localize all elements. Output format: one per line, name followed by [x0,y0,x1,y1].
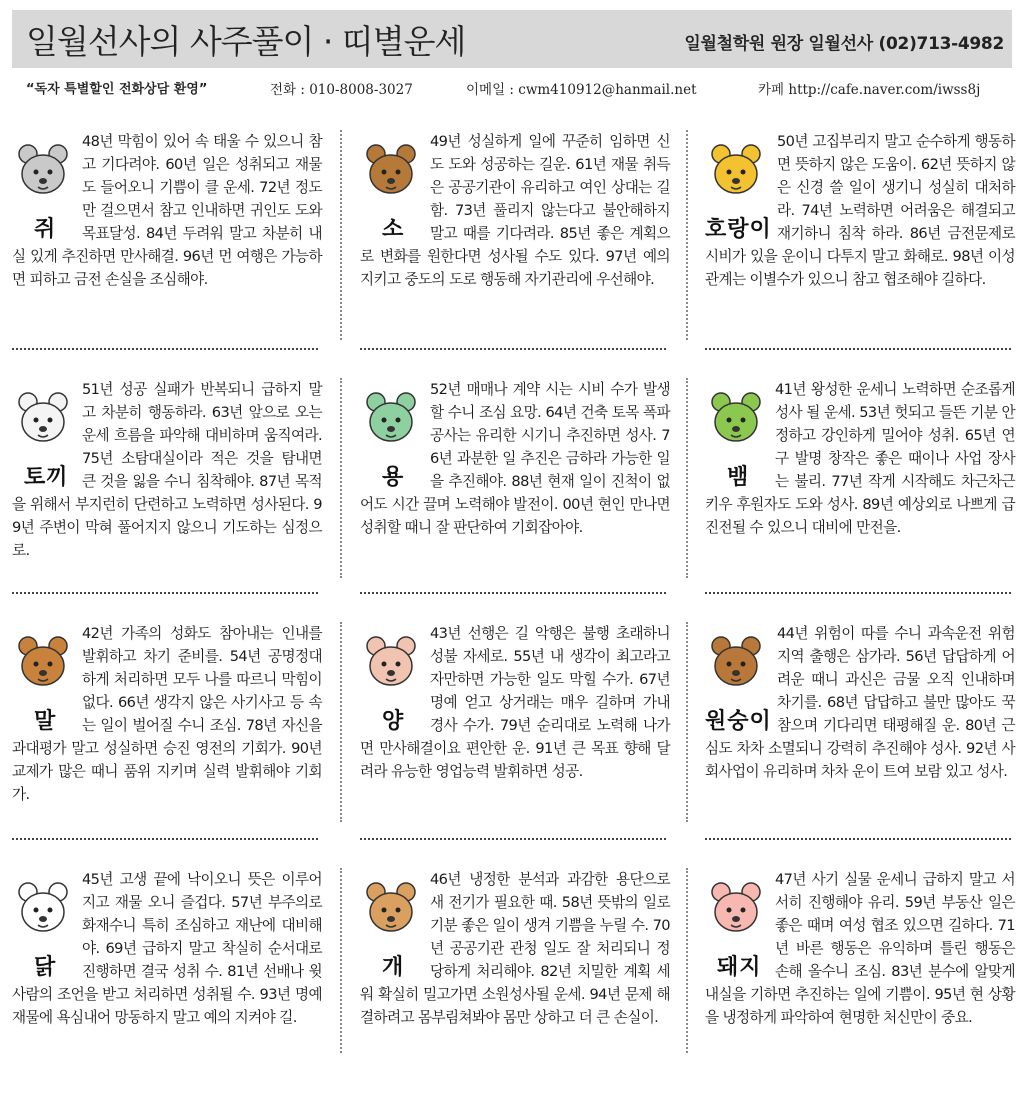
row-divider [12,838,318,840]
zodiac-animal-name: 호랑이 [705,217,772,242]
zodiac-animal-name: 소 [382,217,405,242]
fortune-text: 46년 냉정한 분석과 과감한 용단으로 새 전기가 필요한 때. 58년 뜻밖의 일로 기분 좋은 일이 생겨 기쁨을 누릴 수. 70년 공공기관 관청 일도 잘 처리되니 정당하게 처리해야. 82년 치밀한 계획 세워 확실히 밀고가면 소원성사될 운세. 94년 문제 해결하려고 몸부림쳐봐야 몸만 상하고 더 큰 손실이. [360,868,670,1029]
zodiac-cell [360,378,670,613]
zodiac-animal-name: 원숭이 [705,709,772,734]
cafe-link[interactable]: 카페 http://cafe.naver.com/iwss8j [758,82,981,98]
column-divider [686,378,688,578]
header-bar [12,10,1012,68]
row-divider [12,592,318,594]
fortune-text: 45년 고생 끝에 낙이오니 뜻은 이루어지고 재물 오니 즐겁다. 57년 부주의로 화재수니 특히 조심하고 재난에 대비해야. 69년 급하지 말고 착실히 순서대로 진행하면 결국 성취 수. 81년 선배나 윗사람의 조언을 받고 처리하면 성취될 수. 93년 명예 재물에 욕심내어 망동하지 말고 예의 지켜야 길. [12,868,322,1029]
fortune-text: 42년 가족의 성화도 참아내는 인내를 발휘하고 차기 준비를. 54년 공명정대하게 처리하면 모두 나를 따르니 막힘이 없다. 66년 생각지 않은 사기사고 등 속는 일이 벌어질 수니 조심. 78년 자신을 과대평가 말고 성실하면 승진 영전의 기회가. 90년 교제가 많은 때니 품위 지키며 실력 발휘해야 기회가. [12,622,322,806]
zodiac-cell [360,622,670,857]
zodiac-cell [705,130,1015,365]
slogan: “독자 특별할인 전화상담 환영” [26,82,208,97]
row-divider [705,348,1011,350]
dragon-icon [360,386,422,448]
phone-number: 전화 : 010-8008-3027 [270,82,413,98]
zodiac-cell [12,130,322,365]
zodiac-cell [705,378,1015,613]
pig-icon [705,876,767,938]
zodiac-animal-name: 닭 [34,955,57,980]
tiger-icon [705,138,767,200]
column-divider [340,622,342,822]
zodiac-cell [360,130,670,365]
column-divider [686,622,688,822]
row-divider [705,838,1011,840]
zodiac-animal-name: 양 [382,709,405,734]
zodiac-animal-name: 용 [382,465,405,490]
fortune-text: 51년 성공 실패가 반복되니 급하지 말고 차분히 행동하라. 63년 앞으로 오는 운세 흐름을 파악해 대비하며 움직여라. 75년 소탐대실이라 적은 것을 탐내면 큰 것을 잃을 수니 침착해야. 87년 목적을 위해서 부지런히 단련하고 노력하면 성사된다. 99년 주변이 막혀 풀어지지 않으니 기도하는 심정으로. [12,378,322,562]
column-divider [340,130,342,340]
ox-icon [360,138,422,200]
column-divider [686,130,688,340]
zodiac-animal-name: 쥐 [34,217,57,242]
zodiac-cell [360,868,670,1103]
zodiac-cell [705,868,1015,1103]
column-divider [686,868,688,1053]
mouse-icon [12,138,74,200]
fortune-text: 50년 고집부리지 말고 순수하게 행동하면 뜻하지 않은 도움이. 62년 뜻하지 않은 신경 쓸 일이 생기니 성실히 대처하라. 74년 노력하면 어려움은 해결되고 재기하니 침착 하라. 86년 금전문제로 시비가 있을 운이니 다투지 말고 화해로. 98년 이성 관계는 이별수가 있으니 참고 협조해야 길하다. [705,130,1015,291]
email-address: 이메일 : cwm410912@hanmail.net [466,82,697,98]
monkey-icon [705,630,767,692]
sheep-icon [360,630,422,692]
author-info: 일월철학원 원장 일월선사 (02)713-4982 [684,34,1004,54]
zodiac-cell [12,868,322,1103]
column-divider [340,868,342,1053]
fortune-text: 47년 사기 실물 운세니 급하지 말고 서서히 진행해야 유리. 59년 부동산 일은 좋은 때며 여성 협조 있으면 길하다. 71년 바른 행동은 유익하며 틀린 행동은 손해 올수니 조심. 83년 분수에 알맞게 내실을 기하면 추진하는 일에 기쁨이. 95년 현 상황을 냉정하게 파악하여 현명한 처신만이 중요. [705,868,1015,1029]
zodiac-cell [12,622,322,857]
fortune-text: 43년 선행은 길 악행은 불행 초래하니 성불 자세로. 55년 내 생각이 최고라고 자만하면 가능한 일도 막힐 수가. 67년 명예 얻고 상거래는 매우 길하며 가내 경사 수가. 79년 순리대로 노력해 나가면 만사해결이요 편안한 운. 91년 큰 목표 향해 달려라 유능한 영업능력 발휘하면 성공. [360,622,670,783]
row-divider [360,348,666,350]
row-divider [360,838,666,840]
column-divider [340,378,342,578]
zodiac-animal-name: 뱀 [727,465,750,490]
fortune-text: 49년 성실하게 일에 꾸준히 임하면 신도 도와 성공하는 길운. 61년 재물 취득은 공공기관이 유리하고 여인 상대는 길함. 73년 풀리지 않는다고 불안해하지 말고 때를 기다려라. 85년 좋은 계획으로 변화를 원한다면 성사될 수도 있다. 97년 예의 지키고 중도의 도로 행동해 자기관리에 우선해야. [360,130,670,291]
fortune-text: 52년 매매나 계약 시는 시비 수가 발생할 수니 조심 요망. 64년 건축 토목 폭파 공사는 유리한 시기니 추진하면 성사. 76년 과분한 일 추진은 금하라 가능한 일을 추진해야. 88년 현재 일이 진척이 없어도 시간 끌며 노력해야 발전이. 00년 현인 만나면 성취할 때니 잘 판단하여 기회잡아야. [360,378,670,539]
horse-icon [12,630,74,692]
zodiac-animal-name: 토끼 [24,465,69,490]
chicken-icon [12,876,74,938]
zodiac-animal-name: 돼지 [717,955,762,980]
zodiac-cell [12,378,322,613]
snake-icon [705,386,767,448]
page-title: 일월선사의 사주풀이 · 띠별운세 [26,22,466,61]
fortune-text: 48년 막힘이 있어 속 태울 수 있으니 참고 기다려야. 60년 일은 성취되고 재물도 들어오니 기쁨이 클 운세. 72년 정도만 걸으면서 참고 인내하면 귀인도 도와 목표달성. 84년 두려워 말고 차분히 내실 있게 추진하면 만사해결. 96년 먼 여행은 가능하면 피하고 금전 손실을 조심해야. [12,130,322,291]
fortune-text: 44년 위험이 따를 수니 과속운전 위험지역 출행은 삼가라. 56년 답답하게 어려운 때니 과신은 금물 오직 인내하며 차기를. 68년 답답하고 불만 많아도 꾹 참으며 기다리면 태평해질 운. 80년 근심도 차차 소멸되니 강력히 추진해야 성사. 92년 사회사업이 유리하며 차차 운이 트여 보람 있고 성사. [705,622,1015,783]
row-divider [12,348,318,350]
zodiac-cell [705,622,1015,857]
row-divider [705,592,1011,594]
rabbit-icon [12,386,74,448]
zodiac-animal-name: 말 [34,709,57,734]
dog-icon [360,876,422,938]
fortune-text: 41년 왕성한 운세니 노력하면 순조롭게 성사 될 운세. 53년 헛되고 들뜬 기분 안정하고 강인하게 밀어야 성취. 65년 연구 발명 창작은 좋은 때이나 사업 장사는 불리. 77년 작게 시작해도 차근차근 키우 후원자도 도와 성사. 89년 예상외로 나쁘게 급진전될 수 있으니 대비에 만전을. [705,378,1015,539]
zodiac-animal-name: 개 [382,955,405,980]
row-divider [360,592,666,594]
